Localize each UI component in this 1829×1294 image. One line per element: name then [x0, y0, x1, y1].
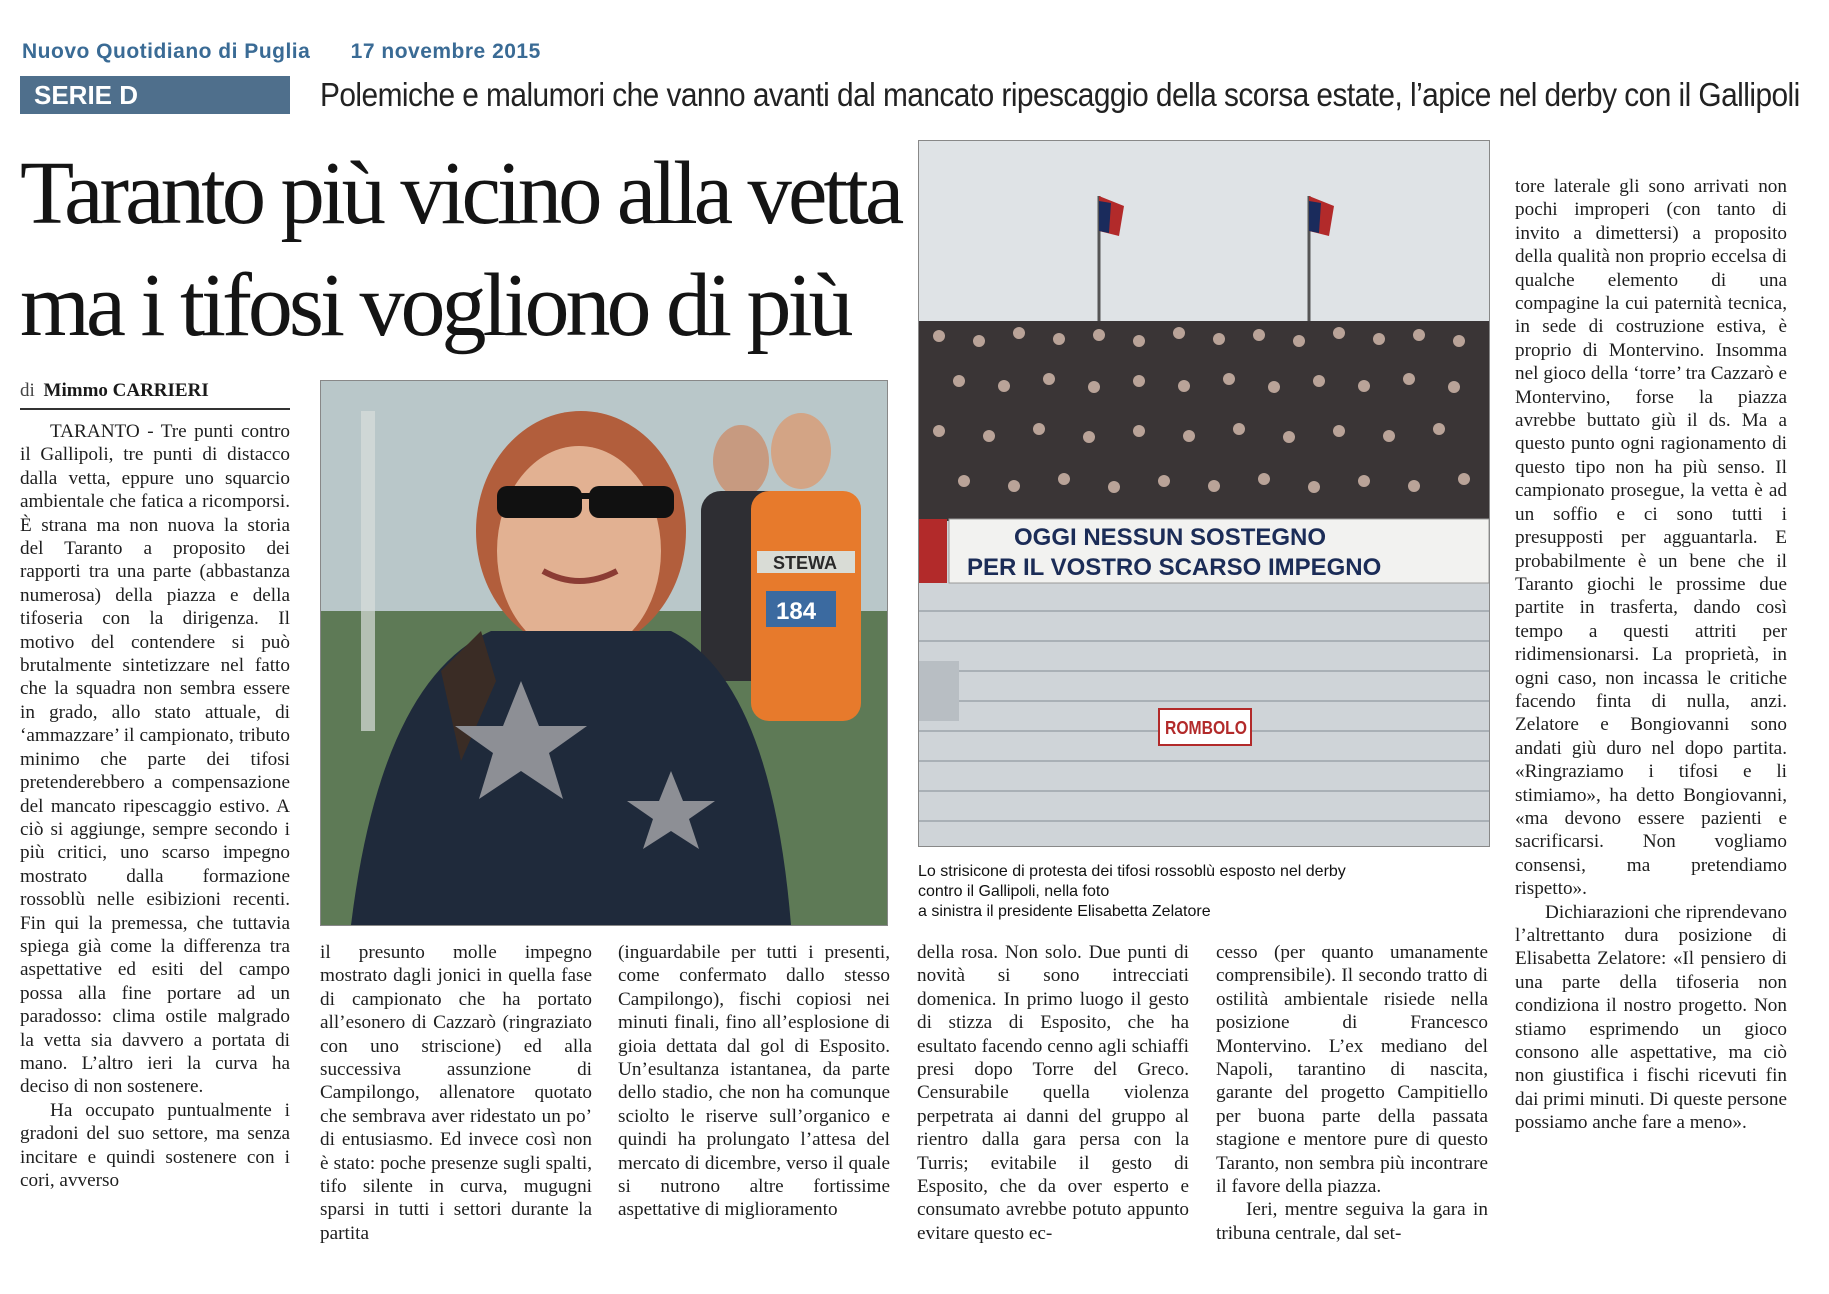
vest-number: 184	[776, 598, 817, 625]
article-column-4	[917, 941, 1189, 1271]
caption-line-3: a sinistra il presidente Elisabetta Zelatore	[918, 903, 1211, 920]
article-paragraph: Dichiarazioni che riprendevano l’altrettanto dura posizione di Elisabetta Zelatore: «Il pensiero di una parte della tifoseria non condiziona il nostro progetto. Non stiamo esprimendo un gioco consono alle aspettative, ma ciò non giustifica i fischi ricevuti fin dai primi minuti. Di queste persone possiamo anche fare a meno».	[1515, 901, 1787, 1134]
caption-line-2: contro il Gallipoli, nella foto	[918, 883, 1110, 900]
photo-caption	[918, 862, 1488, 922]
article-paragraph: tore laterale gli sono arrivati non pochi improperi (con tanto di invito a dimettersi) a proposito della qualità non proprio eccelsa di qualche elemento di una compagine la cui paternità tecnica, in sede di costruzione estiva, è proprio di Montervino. Insomma nel gioco della ‘torre’ tra Cazzarò e Montervino, forse la piazza avrebbe buttato giù il ds. Ma a questo punto ogni ragionamento di questo tipo non ha più senso. Il campionato prosegue, la vetta è ad un soffio e ci sono tutti i presupposti per agguantarla. E probabilmente è un bene che il Taranto giochi le prossime due partite in trasferta, dando così tempo a questi attriti per ridimensionarsi. La proprietà, in ogni caso, non incassa le critiche facendo finta di nulla, anzi. Zelatore e Bongiovanni sono andati giù duro nel dopo partita. «Ringraziamo i tifosi e li stimiamo», ha detto Bongiovanni, «ma devono essere pazienti e sacrificarsi. Non vogliamo consensi, ma pretendiamo rispetto».	[1515, 176, 1787, 900]
masthead	[22, 40, 541, 64]
article-column-2	[320, 941, 592, 1271]
article-paragraph: della rosa. Non solo. Due punti di novità si sono intrecciati domenica. In primo luogo il gesto di stizza di Esposito, che ha esultato facendo cenno agli schiaffi presi dopo Torre del Greco. Censurabile quella violenza perpetrata ai danni del gruppo al rientro dalla gara persa con la Turris; evitabile il gesto di Esposito, che da over esperto e consumato avrebbe potuto appunto evitare questo ec-	[917, 942, 1189, 1244]
section-tag: SERIE D	[20, 76, 290, 114]
byline	[20, 380, 290, 410]
headline-line-1: Taranto più vicino alla vetta	[20, 144, 901, 243]
kicker-subheadline: Polemiche e malumori che vanno avanti dal mancato ripescaggio della scorsa estate, l’apice nel derby con il Gallipoli	[320, 76, 1800, 113]
caption-line-1: Lo strisicone di protesta dei tifosi rossoblù esposto nel derby	[918, 863, 1346, 880]
stadium-illustration	[919, 141, 1489, 846]
publication-date: 17 novembre 2015	[350, 40, 541, 63]
article-paragraph: Ha occupato puntualmente i gradoni del suo settore, ma senza incitare e quindi sostenere con i cori, avverso	[20, 1099, 290, 1191]
protest-banner-line-2: PER IL VOSTRO SCARSO IMPEGNO	[967, 554, 1382, 581]
headline-line-2: ma i tifosi vogliono di più	[20, 256, 850, 355]
article-paragraph: (inguardabile per tutti i presenti, come confermato dallo stesso Campilongo), fischi copiosi nei minuti finali, fino all’esplosione di gioia dettata dal gol di Esposito. Un’esultanza istantanea, da parte dello stadio, che non ha comunque sciolto le riserve sull’organico e quindi ha prolungato l’attesa del mercato di dicembre, verso il quale si nutrono altre fortissime aspettative di miglioramento	[618, 942, 890, 1221]
president-photo	[320, 380, 888, 926]
article-paragraph: cesso (per quanto umanamente comprensibile). Il secondo tratto di ostilità ambientale risiede nella posizione di Francesco Montervino. L’ex mediano del Napoli, tarantino di nascita, garante del progetto Campitiello per buona parte della passata stagione e mentore pure di questo Taranto, non sembra più incontrare il favore della piazza.	[1216, 942, 1488, 1198]
byline-author: Mimmo CARRIERI	[43, 380, 209, 401]
article-paragraph: Ieri, mentre seguiva la gara in tribuna centrale, dal set-	[1216, 1199, 1488, 1244]
newspaper-name: Nuovo Quotidiano di Puglia	[22, 40, 311, 63]
article-column-3	[618, 941, 890, 1271]
article-paragraph: il presunto molle impegno mostrato dagli jonici in quella fase di campionato che ha portato all’esonero di Cazzarò (ringraziato con uno striscione) ed alla successiva assunzione di Campilongo, allenatore quotato che sembrava aver ridestato un po’ di entusiasmo. Ed invece così non è stato: poche presenze sugli spalti, tifo silente in curva, mugugni sparsi in tutti i settori durante la partita	[320, 942, 592, 1244]
article-column-1	[20, 420, 290, 1270]
vest-text: STEWA	[773, 553, 838, 573]
protest-banner-line-1: OGGI NESSUN SOSTEGNO	[1014, 524, 1327, 551]
article-paragraph: TARANTO - Tre punti contro il Gallipoli, tre punti di distacco dalla vetta, eppure uno squarcio ambientale che fatica a ricomporsi. È strana ma non nuova la storia del Taranto a proposito dei rapporti tra una parte (abbastanza numerosa) della piazza e della tifoseria con la dirigenza. Il motivo del contendere si può brutalmente sintetizzare nel fatto che la squadra non sembra essere in grado, allo stato attuale, di ‘ammazzare’ il campionato, tributo minimo che parte dei tifosi pretenderebbero a compensazione del mancato ripescaggio estivo. A ciò si aggiunge, sempre secondo i più critici, uno scarso impegno mostrato dalla formazione rossoblù nelle esibizioni recenti. Fin qui la premessa, che tuttavia spiega già come la differenza tra aspettative ed esiti del campo possa alla fine portare ad un paradosso: clima ostile malgrado la vetta sia davvero a portata di mano. L’altro ieri la curva ha deciso di non sostenere.	[20, 421, 290, 1098]
byline-prefix: di	[20, 380, 35, 401]
article-column-5	[1216, 941, 1488, 1271]
headline	[20, 138, 900, 362]
president-photo-illustration	[321, 381, 887, 925]
stadium-sign: ROMBOLO	[1165, 718, 1247, 738]
article-column-6	[1515, 175, 1787, 1275]
stadium-banner-photo	[918, 140, 1490, 847]
